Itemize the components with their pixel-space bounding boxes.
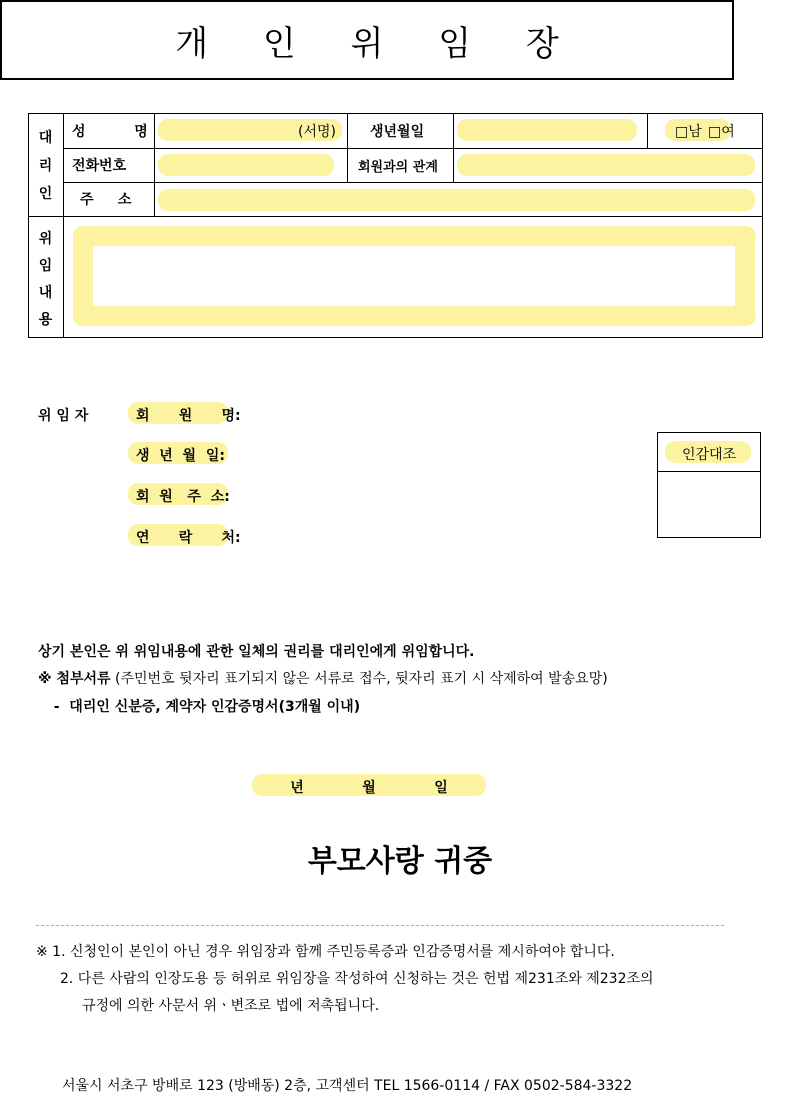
address-label: 주 소: [80, 192, 132, 208]
recipient: 부모사랑 귀중: [307, 844, 493, 879]
agent-group-label: [28, 124, 63, 208]
date-line: 년 월 일: [290, 780, 448, 796]
seal-divider: [658, 471, 760, 472]
signature-hint: (서명): [298, 123, 336, 140]
attachment-line: [38, 668, 608, 688]
table-border: [28, 337, 763, 338]
delegator-phone-label: 연 락 처:: [136, 530, 241, 546]
table-border: [63, 182, 763, 183]
delegation-label-char: 임: [38, 258, 53, 274]
delegator-label: 위 임 자: [38, 408, 89, 424]
table-border: [63, 113, 64, 338]
gender-female-checkbox[interactable]: □여: [708, 123, 735, 140]
highlight-bottom: [73, 306, 756, 326]
agent-label-char: 인: [38, 186, 53, 202]
delegation-label-char: 위: [38, 231, 53, 247]
table-border: [453, 113, 454, 183]
delegator-birth-label: 생 년 월 일:: [136, 448, 225, 464]
relation-label: 회원과의 관계: [358, 159, 438, 175]
delegation-label: [28, 226, 63, 334]
delegator-address-label: 회 원 주 소:: [136, 489, 230, 505]
seal-box: [657, 432, 761, 538]
phone-field[interactable]: [158, 154, 334, 176]
agent-label-char: 대: [38, 130, 53, 146]
name-label: 성 명: [72, 123, 148, 140]
attachment-note: (주민번호 뒷자리 표기되지 않은 서류로 접수, 뒷자리 표기 시 삭제하여 발송요망): [110, 671, 608, 687]
note-1: ※ 1. 신청인이 본인이 아닌 경우 위임장과 함께 주민등록증과 인감증명서를 제시하여야 합니다.: [36, 944, 615, 960]
title-box: [0, 0, 734, 80]
attachment-list: - 대리인 신분증, 계약자 인감증명서(3개월 이내): [44, 699, 361, 715]
highlight-top: [73, 226, 756, 246]
statement-main: 상기 본인은 위 위임내용에 관한 일체의 권리를 대리인에게 위임합니다.: [38, 644, 475, 660]
note-2: 2. 다른 사람의 인장도용 등 허위로 위임장을 작성하여 신청하는 것은 헌법 제231조와 제232조의: [60, 971, 654, 987]
table-border: [28, 216, 763, 217]
birth-label: 생년월일: [370, 123, 425, 140]
highlight-right: [735, 226, 755, 326]
divider: [36, 925, 724, 926]
delegator-name-label: 회 원 명:: [136, 408, 241, 424]
gender-male-checkbox[interactable]: □남: [675, 123, 702, 140]
delegation-label-char: 내: [38, 285, 53, 301]
relation-field[interactable]: [457, 154, 755, 176]
document-title: 개 인 위 임 장: [175, 23, 581, 64]
table-border: [647, 113, 648, 148]
birth-field[interactable]: [457, 119, 637, 141]
highlight-left: [73, 226, 93, 326]
table-border: [347, 113, 348, 183]
note-2-continued: 규정에 의한 사문서 위ㆍ변조로 법에 저촉됩니다.: [82, 998, 380, 1014]
agent-label-char: 리: [38, 158, 53, 174]
footer-address: 서울시 서초구 방배로 123 (방배동) 2층, 고객센터 TEL 1566-0114 / FAX 0502-584-3322: [62, 1078, 633, 1094]
address-field[interactable]: [158, 189, 755, 211]
attachment-prefix: ※ 첨부서류: [38, 671, 111, 687]
seal-label: 인감대조: [681, 447, 737, 463]
table-border: [762, 113, 763, 338]
delegation-label-char: 용: [38, 312, 53, 328]
phone-label: 전화번호: [72, 158, 127, 174]
table-border: [154, 113, 155, 217]
